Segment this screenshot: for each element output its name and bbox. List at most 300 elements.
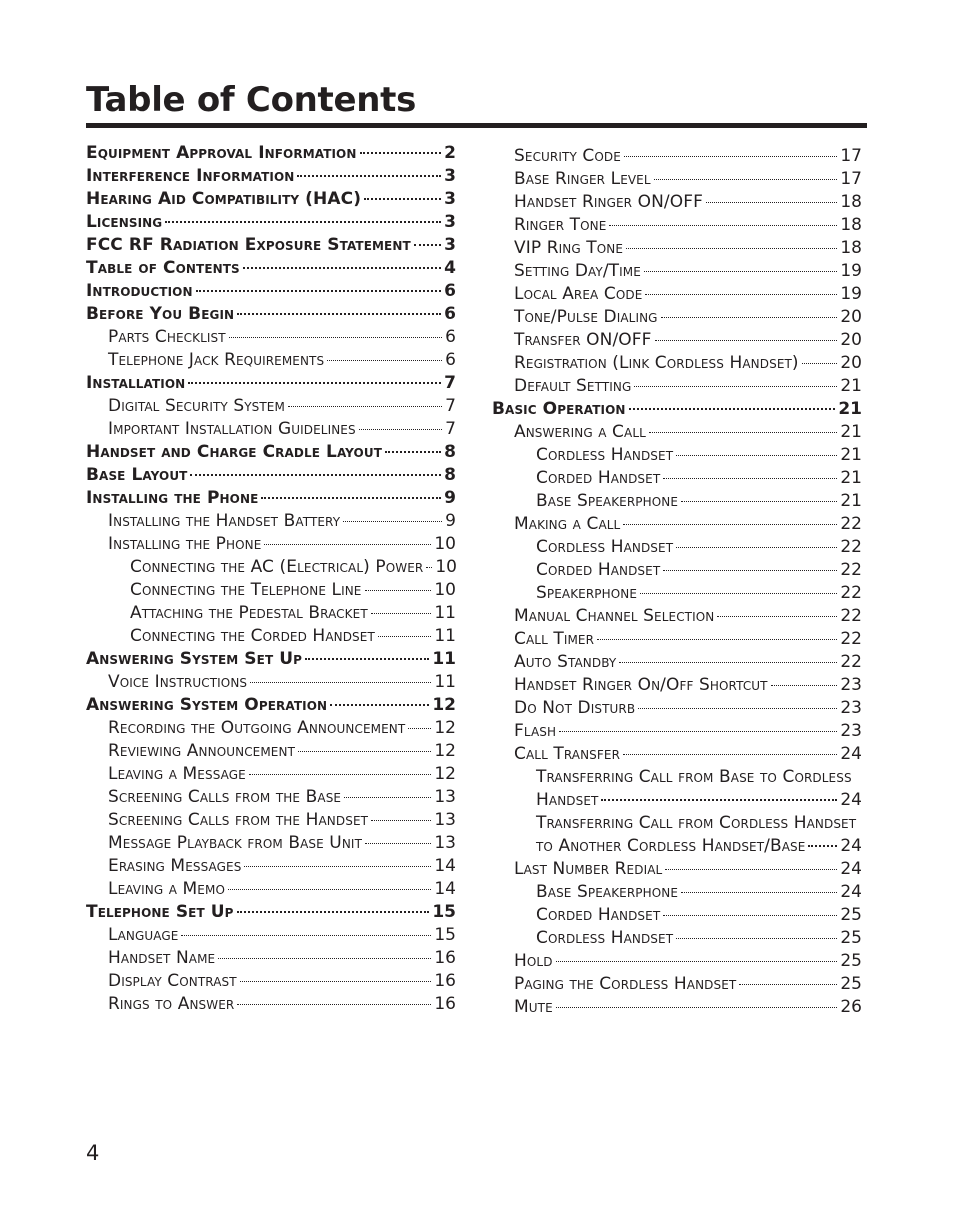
dot-leader xyxy=(654,179,838,180)
toc-entry-page: 21 xyxy=(838,399,862,419)
toc-entry-page: 25 xyxy=(840,905,862,925)
toc-entry[interactable] xyxy=(492,145,862,168)
toc-entry-label: Handset and Charge Cradle Layout xyxy=(86,442,382,462)
toc-entry-label: Making a Call xyxy=(514,514,621,534)
toc-entry-page: 11 xyxy=(434,603,456,623)
toc-entry[interactable] xyxy=(86,487,456,510)
toc-entry-page: 22 xyxy=(840,583,862,603)
toc-entry-page: 6 xyxy=(445,327,456,347)
toc-entry-label: Voice Instructions xyxy=(108,672,248,692)
dot-leader xyxy=(297,175,441,177)
toc-entry[interactable] xyxy=(86,464,456,487)
toc-entry[interactable] xyxy=(86,211,456,234)
page-number: 4 xyxy=(86,1141,100,1165)
toc-entry-label: Transferring Call from Cordless Handset xyxy=(536,813,857,833)
dot-leader xyxy=(624,156,837,157)
toc-entry-page: 7 xyxy=(445,419,456,439)
toc-entry-page: 15 xyxy=(432,902,456,922)
toc-entry[interactable] xyxy=(492,743,862,766)
dot-leader xyxy=(597,639,837,640)
toc-entry[interactable] xyxy=(492,214,862,237)
toc-entry-label: Paging the Cordless Handset xyxy=(514,974,737,994)
toc-entry[interactable] xyxy=(492,306,862,329)
toc-entry[interactable] xyxy=(492,352,862,375)
title-divider xyxy=(86,123,867,128)
toc-entry-page: 20 xyxy=(840,330,862,350)
toc-entry[interactable] xyxy=(492,513,862,536)
toc-entry-label: Security Code xyxy=(514,146,621,166)
toc-entry-page: 25 xyxy=(840,951,862,971)
toc-entry-label: Digital Security System xyxy=(108,396,285,416)
toc-entry-page: 22 xyxy=(840,629,862,649)
toc-entry[interactable] xyxy=(492,490,862,513)
toc-entry-page: 24 xyxy=(840,836,862,856)
dot-leader xyxy=(237,313,441,315)
toc-entry-label: Attaching the Pedestal Bracket xyxy=(130,603,368,623)
toc-entry-label: Setting Day/Time xyxy=(514,261,641,281)
toc-entry-page: 25 xyxy=(840,928,862,948)
toc-entry[interactable] xyxy=(86,165,456,188)
toc-entry-label: Connecting the AC (Electrical) Power xyxy=(130,557,424,577)
toc-entry[interactable] xyxy=(492,582,862,605)
toc-entry[interactable] xyxy=(492,973,862,996)
toc-entry[interactable] xyxy=(492,766,862,789)
toc-entry[interactable] xyxy=(86,257,456,280)
dot-leader xyxy=(244,866,431,867)
dot-leader xyxy=(249,774,432,775)
toc-entry-page: 22 xyxy=(840,560,862,580)
toc-entry-label: Do Not Disturb xyxy=(514,698,636,718)
toc-entry-label: Call Timer xyxy=(514,629,595,649)
toc-entry-page: 11 xyxy=(432,649,456,669)
dot-leader xyxy=(638,708,837,709)
toc-entry-page: 13 xyxy=(434,833,456,853)
toc-entry-label: Language xyxy=(108,925,179,945)
toc-entry[interactable] xyxy=(492,858,862,881)
dot-leader xyxy=(426,567,432,568)
dot-leader xyxy=(218,958,431,959)
toc-entry-label: Connecting the Telephone Line xyxy=(130,580,362,600)
toc-entry[interactable] xyxy=(492,674,862,697)
page-title: Table of Contents xyxy=(86,80,417,120)
toc-entry-page: 20 xyxy=(840,353,862,373)
toc-entry-page: 24 xyxy=(840,790,862,810)
dot-leader xyxy=(676,455,837,456)
toc-entry-page: 12 xyxy=(434,764,456,784)
toc-entry[interactable] xyxy=(492,720,862,743)
dot-leader xyxy=(649,432,837,433)
toc-entry-page: 10 xyxy=(434,534,456,554)
dot-leader xyxy=(305,658,429,660)
toc-entry[interactable] xyxy=(86,901,456,924)
dot-leader xyxy=(343,521,442,522)
dot-leader xyxy=(371,820,431,821)
dot-leader xyxy=(676,547,837,548)
toc-entry-label: Call Transfer xyxy=(514,744,621,764)
toc-entry-page: 21 xyxy=(840,422,862,442)
toc-entry[interactable] xyxy=(86,855,456,878)
toc-entry-page: 17 xyxy=(840,169,862,189)
toc-entry-page: 8 xyxy=(444,442,456,462)
toc-entry[interactable] xyxy=(86,970,456,993)
toc-entry-label: Manual Channel Selection xyxy=(514,606,715,626)
toc-entry-label: Cordless Handset xyxy=(536,928,674,948)
toc-entry-label: Erasing Messages xyxy=(108,856,242,876)
toc-entry-page: 14 xyxy=(434,856,456,876)
toc-entry[interactable] xyxy=(492,651,862,674)
toc-entry-label: Corded Handset xyxy=(536,905,661,925)
toc-entry-label: Message Playback from Base Unit xyxy=(108,833,362,853)
toc-entry-page: 12 xyxy=(434,741,456,761)
dot-leader xyxy=(371,613,432,614)
toc-entry[interactable] xyxy=(86,924,456,947)
toc-entry-page: 24 xyxy=(840,882,862,902)
toc-entry-label: Default Setting xyxy=(514,376,632,396)
dot-leader xyxy=(629,408,836,410)
dot-leader xyxy=(237,1004,431,1005)
dot-leader xyxy=(663,570,837,571)
toc-entry-page: 14 xyxy=(434,879,456,899)
toc-entry-label: Equipment Approval Information xyxy=(86,143,357,163)
dot-leader xyxy=(165,221,441,223)
dot-leader xyxy=(229,337,443,338)
dot-leader xyxy=(364,198,441,200)
dot-leader xyxy=(181,935,431,936)
toc-entry-page: 17 xyxy=(840,146,862,166)
toc-entry-label: Flash xyxy=(514,721,557,741)
toc-entry[interactable] xyxy=(492,950,862,973)
toc-entry[interactable] xyxy=(86,648,456,671)
dot-leader xyxy=(344,797,431,798)
toc-entry-label: Installing the Handset Battery xyxy=(108,511,341,531)
toc-entry-page: 3 xyxy=(444,235,456,255)
dot-leader xyxy=(665,869,837,870)
toc-entry[interactable] xyxy=(86,832,456,855)
toc-entry-label: Registration (Link Cordless Handset) xyxy=(514,353,799,373)
toc-entry-label: Speakerphone xyxy=(536,583,638,603)
toc-entry-page: 23 xyxy=(840,698,862,718)
toc-entry[interactable] xyxy=(86,142,456,165)
toc-entry-label: Display Contrast xyxy=(108,971,237,991)
dot-leader xyxy=(330,704,429,706)
toc-entry-label: Handset Name xyxy=(108,948,216,968)
toc-entry-page: 7 xyxy=(445,396,456,416)
toc-entry-page: 16 xyxy=(434,994,456,1014)
dot-leader xyxy=(619,662,837,663)
toc-entry-label: Local Area Code xyxy=(514,284,643,304)
dot-leader xyxy=(250,682,431,683)
toc-entry-page: 6 xyxy=(444,281,456,301)
dot-leader xyxy=(808,845,837,847)
toc-entry[interactable] xyxy=(86,188,456,211)
toc-entry-page: 21 xyxy=(840,376,862,396)
toc-entry[interactable] xyxy=(86,625,456,648)
toc-entry[interactable] xyxy=(492,789,862,812)
toc-entry-page: 15 xyxy=(434,925,456,945)
toc-entry-label: Answering System Set Up xyxy=(86,649,303,669)
toc-entry-page: 24 xyxy=(840,859,862,879)
toc-entry-label: Base Layout xyxy=(86,465,188,485)
toc-entry-page: 18 xyxy=(840,192,862,212)
toc-entry[interactable] xyxy=(86,280,456,303)
toc-entry[interactable] xyxy=(86,441,456,464)
toc-entry-page: 20 xyxy=(840,307,862,327)
toc-entry[interactable] xyxy=(86,579,456,602)
toc-entry-label: Auto Standby xyxy=(514,652,617,672)
toc-entry[interactable] xyxy=(492,444,862,467)
toc-entry-label: Telephone Jack Requirements xyxy=(108,350,325,370)
dot-leader xyxy=(327,360,442,361)
toc-entry-label: Installing the Phone xyxy=(86,488,259,508)
toc-entry-label: Answering a Call xyxy=(514,422,646,442)
dot-leader xyxy=(663,915,837,916)
toc-entry-label: Handset xyxy=(536,790,599,810)
toc-entry[interactable] xyxy=(492,605,862,628)
toc-entry-label: Interference Information xyxy=(86,166,295,186)
toc-entry[interactable] xyxy=(492,904,862,927)
toc-entry-page: 12 xyxy=(434,718,456,738)
toc-entry[interactable] xyxy=(492,398,862,421)
toc-entry[interactable] xyxy=(492,996,862,1019)
toc-entry-label: Corded Handset xyxy=(536,560,661,580)
toc-entry[interactable] xyxy=(492,329,862,352)
toc-entry-label: Answering System Operation xyxy=(86,695,328,715)
toc-entry-label: Cordless Handset xyxy=(536,537,674,557)
toc-entry-page: 23 xyxy=(840,721,862,741)
toc-entry-label: Table of Contents xyxy=(86,258,240,278)
toc-entry[interactable] xyxy=(492,559,862,582)
dot-leader xyxy=(739,984,837,985)
dot-leader xyxy=(601,799,837,801)
toc-entry[interactable] xyxy=(86,395,456,418)
toc-entry-page: 22 xyxy=(840,606,862,626)
dot-leader xyxy=(261,497,441,499)
toc-entry-label: Basic Operation xyxy=(492,399,626,419)
toc-entry-label: Recording the Outgoing Announcement xyxy=(108,718,406,738)
dot-leader xyxy=(190,474,441,476)
toc-entry-page: 10 xyxy=(435,557,457,577)
toc-entry-label: Hearing Aid Compatibility (HAC) xyxy=(86,189,362,209)
toc-entry-page: 2 xyxy=(444,143,456,163)
dot-leader xyxy=(634,386,837,387)
toc-entry[interactable] xyxy=(86,326,456,349)
dot-leader xyxy=(196,290,442,292)
dot-leader xyxy=(365,843,431,844)
toc-entry-label: Tone/Pulse Dialing xyxy=(514,307,658,327)
toc-entry-label: Base Ringer Level xyxy=(514,169,651,189)
dot-leader xyxy=(228,889,431,890)
toc-entry[interactable] xyxy=(86,418,456,441)
dot-leader xyxy=(661,317,838,318)
toc-entry[interactable] xyxy=(86,234,456,257)
toc-entry-page: 3 xyxy=(444,166,456,186)
dot-leader xyxy=(640,593,837,594)
dot-leader xyxy=(359,429,442,430)
toc-entry-page: 22 xyxy=(840,537,862,557)
toc-entry[interactable] xyxy=(86,947,456,970)
toc-entry-page: 18 xyxy=(840,238,862,258)
toc-entry[interactable] xyxy=(492,260,862,283)
toc-entry[interactable] xyxy=(492,812,862,835)
dot-leader xyxy=(559,731,837,732)
toc-entry-page: 19 xyxy=(840,261,862,281)
toc-entry-page: 21 xyxy=(840,445,862,465)
dot-leader xyxy=(623,524,837,525)
toc-entry-page: 9 xyxy=(445,511,456,531)
dot-leader xyxy=(802,363,838,364)
toc-entry-label: Transfer ON/OFF xyxy=(514,330,652,350)
dot-leader xyxy=(681,501,837,502)
toc-entry-label: Cordless Handset xyxy=(536,445,674,465)
toc-entry-label: Handset Ringer ON/OFF xyxy=(514,192,703,212)
dot-leader xyxy=(556,1007,838,1008)
toc-entry-label: Licensing xyxy=(86,212,163,232)
toc-entry[interactable] xyxy=(492,191,862,214)
toc-entry[interactable] xyxy=(86,878,456,901)
dot-leader xyxy=(626,248,837,249)
toc-entry[interactable] xyxy=(86,740,456,763)
toc-entry-page: 3 xyxy=(444,189,456,209)
dot-leader xyxy=(717,616,837,617)
dot-leader xyxy=(237,911,430,913)
toc-entry[interactable] xyxy=(86,694,456,717)
toc-entry-page: 9 xyxy=(444,488,456,508)
dot-leader xyxy=(645,294,837,295)
toc-entry[interactable] xyxy=(492,927,862,950)
toc-entry-label: Leaving a Memo xyxy=(108,879,225,899)
toc-entry-label: to Another Cordless Handset/Base xyxy=(536,836,806,856)
dot-leader xyxy=(681,892,837,893)
toc-entry[interactable] xyxy=(492,835,862,858)
dot-leader xyxy=(298,751,431,752)
toc-entry[interactable] xyxy=(492,421,862,444)
dot-leader xyxy=(360,152,442,154)
toc-entry-page: 19 xyxy=(840,284,862,304)
toc-entry-label: Corded Handset xyxy=(536,468,661,488)
toc-entry[interactable] xyxy=(492,467,862,490)
toc-entry[interactable] xyxy=(492,168,862,191)
toc-left-column xyxy=(86,142,456,1016)
toc-entry-page: 26 xyxy=(840,997,862,1017)
toc-entry-label: VIP Ring Tone xyxy=(514,238,624,258)
dot-leader xyxy=(385,451,441,453)
toc-entry-page: 12 xyxy=(432,695,456,715)
toc-entry-page: 22 xyxy=(840,514,862,534)
dot-leader xyxy=(663,478,837,479)
toc-entry-label: Before You Begin xyxy=(86,304,235,324)
dot-leader xyxy=(288,406,442,407)
dot-leader xyxy=(655,340,838,341)
toc-entry-label: Reviewing Announcement xyxy=(108,741,295,761)
toc-entry-label: Last Number Redial xyxy=(514,859,663,879)
toc-entry[interactable] xyxy=(492,536,862,559)
toc-entry-page: 6 xyxy=(445,350,456,370)
toc-entry[interactable] xyxy=(492,283,862,306)
toc-entry-label: Base Speakerphone xyxy=(536,882,679,902)
toc-entry-label: Installing the Phone xyxy=(108,534,262,554)
toc-entry[interactable] xyxy=(86,671,456,694)
dot-leader xyxy=(706,202,837,203)
toc-entry-page: 8 xyxy=(444,465,456,485)
dot-leader xyxy=(414,244,441,246)
toc-entry-page: 22 xyxy=(840,652,862,672)
dot-leader xyxy=(365,590,432,591)
toc-entry-label: Screening Calls from the Handset xyxy=(108,810,369,830)
toc-entry-label: Handset Ringer On/Off Shortcut xyxy=(514,675,768,695)
toc-entry[interactable] xyxy=(86,809,456,832)
toc-entry[interactable] xyxy=(86,993,456,1016)
dot-leader xyxy=(264,544,431,545)
toc-entry[interactable] xyxy=(86,763,456,786)
toc-entry-label: Base Speakerphone xyxy=(536,491,679,511)
toc-entry-page: 4 xyxy=(444,258,456,278)
toc-entry[interactable] xyxy=(86,349,456,372)
toc-entry[interactable] xyxy=(86,717,456,740)
toc-entry-page: 10 xyxy=(434,580,456,600)
toc-entry-label: FCC RF Radiation Exposure Statement xyxy=(86,235,411,255)
toc-entry-label: Connecting the Corded Handset xyxy=(130,626,375,646)
dot-leader xyxy=(623,754,837,755)
dot-leader xyxy=(240,981,432,982)
toc-entry-label: Introduction xyxy=(86,281,193,301)
dot-leader xyxy=(771,685,838,686)
toc-entry-page: 21 xyxy=(840,468,862,488)
dot-leader xyxy=(644,271,837,272)
toc-entry-page: 24 xyxy=(840,744,862,764)
toc-entry[interactable] xyxy=(492,628,862,651)
toc-entry[interactable] xyxy=(86,303,456,326)
toc-entry[interactable] xyxy=(86,602,456,625)
toc-entry-label: Mute xyxy=(514,997,553,1017)
toc-entry-label: Transferring Call from Base to Cordless xyxy=(536,767,852,787)
toc-entry-label: Parts Checklist xyxy=(108,327,226,347)
toc-entry[interactable] xyxy=(492,697,862,720)
toc-entry[interactable] xyxy=(86,372,456,395)
toc-entry[interactable] xyxy=(492,375,862,398)
toc-entry-page: 25 xyxy=(840,974,862,994)
toc-entry-label: Hold xyxy=(514,951,553,971)
toc-entry-page: 13 xyxy=(434,810,456,830)
toc-entry-page: 13 xyxy=(434,787,456,807)
toc-entry-page: 11 xyxy=(434,672,456,692)
toc-entry-label: Telephone Set Up xyxy=(86,902,234,922)
toc-entry[interactable] xyxy=(86,786,456,809)
toc-entry-page: 16 xyxy=(434,948,456,968)
dot-leader xyxy=(609,225,837,226)
toc-right-column xyxy=(492,145,862,1019)
dot-leader xyxy=(556,961,838,962)
toc-entry-page: 16 xyxy=(434,971,456,991)
dot-leader xyxy=(378,636,431,637)
toc-entry-page: 18 xyxy=(840,215,862,235)
toc-entry[interactable] xyxy=(86,556,456,579)
toc-entry-label: Important Installation Guidelines xyxy=(108,419,356,439)
toc-entry-page: 11 xyxy=(434,626,456,646)
toc-entry-label: Leaving a Message xyxy=(108,764,246,784)
toc-entry-label: Screening Calls from the Base xyxy=(108,787,342,807)
toc-entry-page: 6 xyxy=(444,304,456,324)
toc-entry[interactable] xyxy=(492,881,862,904)
dot-leader xyxy=(408,728,431,729)
toc-entry[interactable] xyxy=(86,533,456,556)
toc-entry-label: Ringer Tone xyxy=(514,215,607,235)
dot-leader xyxy=(676,938,837,939)
toc-entry[interactable] xyxy=(86,510,456,533)
toc-entry[interactable] xyxy=(492,237,862,260)
dot-leader xyxy=(188,382,441,384)
toc-entry-page: 7 xyxy=(444,373,456,393)
toc-entry-page: 23 xyxy=(840,675,862,695)
